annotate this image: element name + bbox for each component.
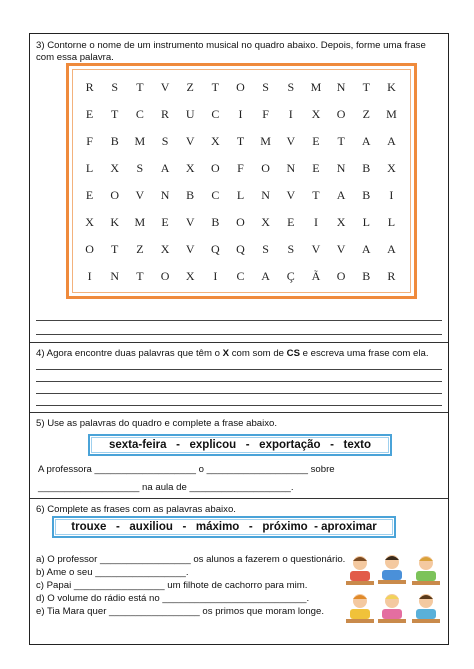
- word-search-letter[interactable]: F: [262, 107, 269, 121]
- word-search-letter[interactable]: X: [185, 161, 195, 175]
- word-search-letter[interactable]: A: [261, 269, 270, 283]
- q4-bold-x: X: [222, 348, 230, 359]
- word-search-letter[interactable]: X: [160, 242, 170, 256]
- q5-sentence-line-1[interactable]: A professora ___________________ o ___________________ sobre: [38, 464, 335, 475]
- word-search-letter[interactable]: O: [261, 161, 270, 175]
- section-divider: [30, 412, 448, 413]
- word-search-letter[interactable]: S: [262, 80, 269, 94]
- word-search-letter[interactable]: C: [211, 188, 220, 202]
- q4-bold-cs: CS: [286, 348, 300, 359]
- word-search-frame: [66, 63, 417, 299]
- word-search-letter[interactable]: E: [312, 161, 320, 175]
- word-search-letter[interactable]: Ç: [286, 269, 295, 283]
- student-3: [412, 556, 440, 585]
- q5-word-list: sexta-feira - explicou - exportação - texto: [108, 439, 372, 451]
- word-search-letter[interactable]: V: [286, 134, 296, 148]
- q3-instruction: 3) Contorne o nome de um instrumento musical no quadro abaixo. Depois, forme uma frase com essa palavra.: [36, 40, 426, 63]
- word-search-letter[interactable]: K: [110, 215, 120, 229]
- word-search-letter[interactable]: N: [336, 161, 346, 175]
- word-search-letter[interactable]: Ã: [311, 269, 321, 283]
- answer-line[interactable]: [36, 393, 442, 394]
- word-search-letter[interactable]: O: [236, 80, 245, 94]
- q6-instruction: 6) Complete as frases com as palavras abaixo.: [36, 504, 236, 515]
- q4-middle: com som de: [229, 348, 287, 359]
- word-search-letter[interactable]: O: [236, 215, 245, 229]
- section-divider: [30, 498, 448, 499]
- word-search-letter[interactable]: M: [310, 80, 322, 94]
- word-search-letter[interactable]: X: [110, 161, 120, 175]
- word-search-letter[interactable]: S: [287, 242, 295, 256]
- word-search-letter[interactable]: Z: [186, 80, 194, 94]
- answer-line[interactable]: [36, 320, 442, 321]
- word-search-letter[interactable]: T: [111, 107, 119, 121]
- word-search-letter[interactable]: L: [362, 215, 370, 229]
- word-search-letter[interactable]: I: [87, 269, 92, 283]
- word-search-letter[interactable]: T: [211, 80, 220, 94]
- word-search-letter[interactable]: V: [135, 188, 145, 202]
- word-search-letter[interactable]: R: [161, 107, 170, 121]
- word-search-letter[interactable]: V: [185, 215, 195, 229]
- word-search-letter[interactable]: V: [336, 242, 346, 256]
- word-search-grid: [77, 74, 404, 290]
- word-search-letter[interactable]: T: [362, 80, 370, 94]
- q6-item-b[interactable]: b) Ame o seu _________________.: [36, 567, 189, 578]
- word-search-letter[interactable]: S: [161, 134, 169, 148]
- word-search-letter[interactable]: E: [85, 107, 94, 121]
- word-search-letter[interactable]: O: [85, 242, 94, 256]
- word-search-letter[interactable]: N: [336, 80, 346, 94]
- word-search-letter[interactable]: O: [160, 269, 170, 283]
- word-search-letter[interactable]: E: [85, 188, 94, 202]
- q6-item-a[interactable]: a) O professor _________________ os alunos a fazerem o questionário.: [36, 554, 346, 565]
- q5-sentence-line-2[interactable]: ___________________ na aula de ___________________.: [38, 482, 294, 493]
- answer-line[interactable]: [36, 369, 442, 370]
- word-search-letter[interactable]: O: [336, 269, 346, 283]
- word-search-letter[interactable]: S: [287, 80, 295, 94]
- word-search-letter[interactable]: M: [260, 134, 271, 148]
- word-search-letter[interactable]: A: [387, 134, 396, 148]
- students-illustration: [346, 551, 442, 629]
- word-search-letter[interactable]: N: [160, 188, 170, 202]
- word-search-letter[interactable]: B: [362, 269, 371, 283]
- word-search-letter[interactable]: X: [261, 215, 270, 229]
- student-6: [412, 594, 440, 623]
- word-search-letter[interactable]: B: [211, 215, 220, 229]
- word-search-letter[interactable]: E: [287, 215, 295, 229]
- word-search-letter[interactable]: T: [236, 134, 245, 148]
- word-search-letter[interactable]: T: [136, 269, 144, 283]
- word-search-letter[interactable]: T: [136, 80, 144, 94]
- word-search-letter[interactable]: C: [135, 107, 144, 121]
- word-search-letter[interactable]: X: [85, 215, 94, 229]
- word-search-letter[interactable]: I: [238, 107, 243, 121]
- word-search-letter[interactable]: M: [134, 134, 146, 148]
- q4-instruction: [36, 348, 429, 360]
- word-search-letter[interactable]: O: [211, 161, 220, 175]
- word-search-letter[interactable]: V: [160, 80, 170, 94]
- word-search-letter[interactable]: B: [362, 188, 371, 202]
- word-search-letter[interactable]: F: [237, 161, 244, 175]
- word-search-letter[interactable]: S: [262, 242, 269, 256]
- word-search-letter[interactable]: T: [337, 134, 345, 148]
- word-search-letter[interactable]: A: [387, 242, 396, 256]
- answer-line[interactable]: [36, 381, 442, 382]
- word-search-letter[interactable]: Q: [211, 242, 220, 256]
- q6-item-c[interactable]: c) Papai _________________ um filhote de cachorro para mim.: [36, 580, 308, 591]
- q4-prefix: 4) Agora encontre duas palavras que têm o: [36, 348, 223, 359]
- student-1: [346, 556, 374, 585]
- word-search-letter[interactable]: R: [387, 269, 396, 283]
- word-search-letter[interactable]: O: [110, 188, 120, 202]
- word-search-letter[interactable]: M: [134, 215, 146, 229]
- answer-line[interactable]: [36, 334, 442, 335]
- word-search-letter[interactable]: S: [111, 80, 119, 94]
- student-5: [378, 594, 406, 623]
- word-search-letter[interactable]: O: [336, 107, 346, 121]
- word-search-letter[interactable]: B: [362, 161, 371, 175]
- word-search-letter[interactable]: A: [336, 188, 346, 202]
- word-search-letter[interactable]: T: [312, 188, 320, 202]
- worksheet-page: [29, 33, 449, 645]
- q6-word-list: trouxe - auxiliou - máximo - próximo - aproximar: [71, 521, 377, 533]
- word-search-letter[interactable]: X: [185, 269, 195, 283]
- word-search-letter[interactable]: X: [211, 134, 220, 148]
- section-divider: [30, 342, 448, 343]
- word-search-letter[interactable]: X: [336, 215, 346, 229]
- word-search-letter[interactable]: V: [311, 242, 321, 256]
- q6-item-e[interactable]: e) Tia Mara quer _________________ os primos que moram longe.: [36, 606, 324, 617]
- word-search-letter[interactable]: Z: [362, 107, 370, 121]
- word-search-letter[interactable]: B: [186, 188, 195, 202]
- word-search-letter[interactable]: X: [311, 107, 321, 121]
- word-search-letter[interactable]: A: [361, 134, 371, 148]
- word-search-letter[interactable]: A: [160, 161, 170, 175]
- word-search-letter[interactable]: N: [286, 161, 296, 175]
- q6-word-box: [52, 516, 396, 538]
- word-search-letter[interactable]: V: [185, 134, 195, 148]
- q4-suffix: e escreva uma frase com ela.: [300, 348, 429, 359]
- word-search-letter[interactable]: F: [86, 134, 93, 148]
- word-search-letter[interactable]: B: [110, 134, 119, 148]
- word-search-letter[interactable]: E: [312, 134, 320, 148]
- word-search-letter[interactable]: C: [211, 107, 220, 121]
- word-search-letter[interactable]: Q: [236, 242, 245, 256]
- word-search-letter[interactable]: M: [386, 107, 397, 121]
- word-search-letter[interactable]: T: [111, 242, 119, 256]
- word-search-letter[interactable]: I: [389, 188, 394, 202]
- q5-word-box: [88, 434, 392, 456]
- word-search-letter[interactable]: A: [361, 242, 371, 256]
- word-search-letter[interactable]: Z: [136, 242, 144, 256]
- q5-instruction: 5) Use as palavras do quadro e complete a frase abaixo.: [36, 418, 278, 429]
- word-search-letter[interactable]: L: [387, 215, 396, 229]
- word-search-letter[interactable]: L: [85, 161, 94, 175]
- word-search-letter[interactable]: K: [387, 80, 396, 94]
- student-4: [346, 594, 374, 623]
- word-search-letter[interactable]: R: [85, 80, 94, 94]
- answer-line[interactable]: [36, 405, 442, 406]
- word-search-letter[interactable]: N: [261, 188, 270, 202]
- student-2: [378, 555, 406, 584]
- word-search-letter[interactable]: V: [185, 242, 195, 256]
- word-search-letter[interactable]: U: [185, 107, 195, 121]
- word-search-letter[interactable]: I: [313, 215, 318, 229]
- word-search-letter[interactable]: N: [110, 269, 120, 283]
- word-search-letter[interactable]: I: [213, 269, 218, 283]
- word-search-letter[interactable]: X: [387, 161, 396, 175]
- word-search-letter[interactable]: V: [286, 188, 296, 202]
- word-search-letter[interactable]: I: [288, 107, 293, 121]
- q6-item-d[interactable]: d) O volume do rádio está no ___________________________.: [36, 593, 310, 604]
- word-search-letter[interactable]: E: [161, 215, 169, 229]
- word-search-letter[interactable]: S: [136, 161, 144, 175]
- word-search-letter[interactable]: C: [236, 269, 245, 283]
- word-search-letter[interactable]: L: [236, 188, 245, 202]
